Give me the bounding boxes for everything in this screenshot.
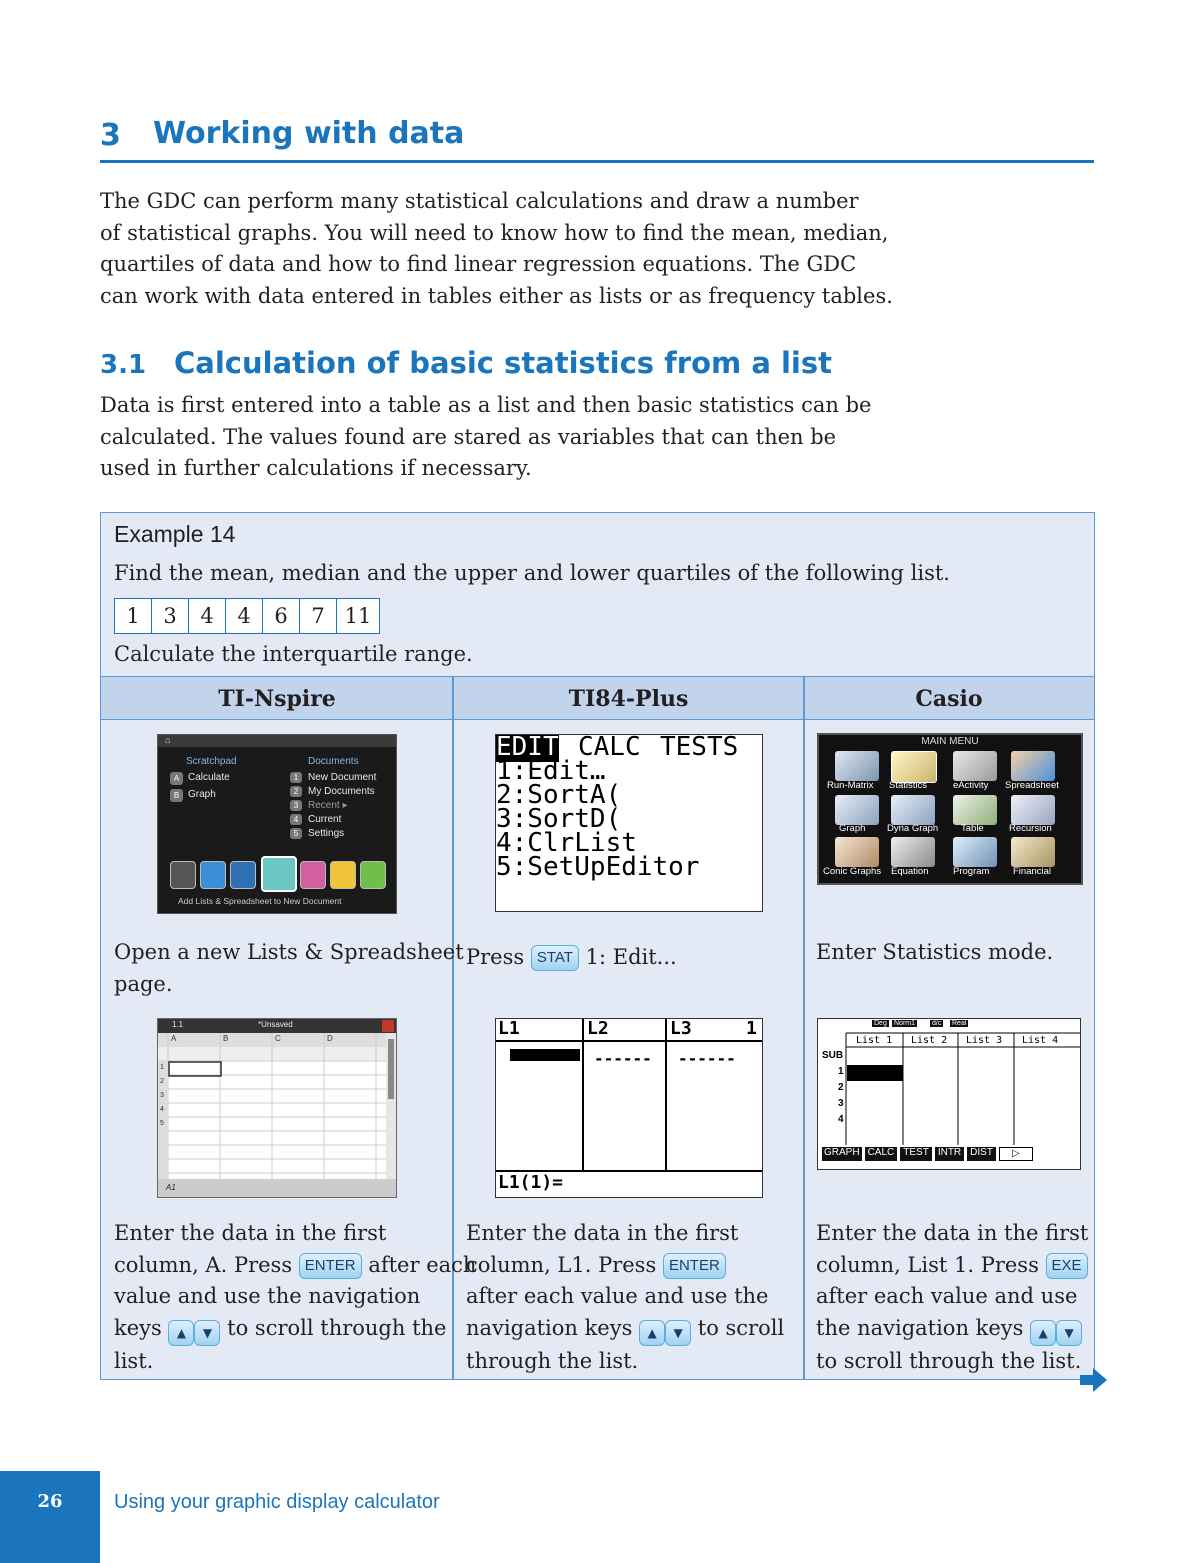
home-icon: ⌂: [165, 735, 171, 745]
casio-row-number: 4: [838, 1114, 844, 1125]
enter-key: ENTER: [663, 1253, 726, 1279]
column-heading-ti84: TI84-Plus: [568, 686, 689, 712]
graph-icon: [835, 795, 879, 825]
casio-list-header: List 3: [966, 1035, 1003, 1046]
casio-step1-caption: Enter Statistics mode.: [816, 940, 1054, 964]
caption-line: [466, 1250, 784, 1282]
caption-text: column, L1. Press: [466, 1252, 657, 1277]
vernier-app-icon: [360, 861, 386, 889]
doc-num: 1: [290, 772, 302, 783]
ti84-tab-edit: EDIT: [496, 734, 559, 762]
equation-icon: [891, 837, 935, 867]
ti84-tab-calc: CALC: [578, 734, 641, 762]
casio-status: d/c: [932, 1020, 942, 1027]
caption-line: page.: [114, 971, 173, 996]
column-heading-casio: Casio: [915, 686, 983, 712]
casio-menu-label: Equation: [891, 866, 929, 877]
lists-spreadsheet-app-icon: [261, 856, 297, 892]
intro-line: quartiles of data and how to find linear regression equations. The GDC: [100, 252, 857, 276]
data-list: [114, 598, 380, 634]
doc-item: New Document: [308, 772, 377, 783]
row-number: 3: [160, 1092, 164, 1099]
casio-fkey: TEST: [900, 1147, 932, 1161]
intro-line: of statistical graphs. You will need to know how to find the mean, median,: [100, 220, 889, 245]
exe-key: EXE: [1046, 1253, 1088, 1279]
column-letter: B: [223, 1034, 229, 1043]
list-number: 1: [746, 1018, 757, 1039]
doc-item: Current: [308, 814, 342, 825]
up-arrow-key-icon: ▲: [1030, 1320, 1056, 1346]
caption-line: Open a new Lists & Spreadsheet: [114, 940, 464, 964]
ti84-list-editor-screen: [495, 1018, 763, 1198]
ti84-list-grid: [496, 1019, 762, 1197]
casio-status: Deg: [874, 1020, 887, 1027]
row-number: 4: [160, 1106, 164, 1113]
row-number: 2: [160, 1078, 164, 1085]
casio-main-menu-screen: [817, 733, 1083, 885]
casio-menu-label: Recursion: [1009, 823, 1052, 834]
ti84-menu-item: 4:ClrList: [496, 828, 637, 858]
caption-text: to scroll: [697, 1315, 785, 1340]
list-header: L2: [587, 1018, 609, 1039]
casio-fkey: INTR: [935, 1147, 964, 1161]
casio-menu-label: Run-Matrix: [827, 780, 874, 791]
doc-item: My Documents: [308, 786, 375, 797]
caption-line: [816, 1313, 1088, 1346]
running-footer: Using your graphic display calculator: [114, 1491, 440, 1513]
caption-text: navigation keys: [466, 1315, 633, 1340]
ti84-tab-tests: TESTS: [660, 734, 739, 762]
ti84-step1-caption: [466, 942, 677, 974]
graph-key-icon: B: [170, 789, 183, 802]
caption-line: Enter the data in the first: [816, 1221, 1089, 1245]
chapter-title: Working with data: [153, 116, 465, 151]
caption-line: Enter the data in the first: [114, 1221, 387, 1245]
financial-icon: [1011, 837, 1055, 867]
up-arrow-key-icon: ▲: [168, 1320, 194, 1346]
casio-menu-label: Graph: [839, 823, 866, 834]
run-matrix-icon: [835, 751, 879, 781]
example-box: [100, 512, 1095, 1380]
data-stats-app-icon: [300, 861, 326, 889]
section-paragraph: [100, 390, 872, 485]
row-number: 1: [160, 1064, 164, 1071]
example-question: Find the mean, median and the upper and lower quartiles of the following list.: [114, 561, 950, 585]
caption-line: value and use the navigation: [114, 1284, 421, 1308]
section-line: used in further calculations if necessary.: [100, 456, 532, 480]
nspire-top-bar: [158, 735, 396, 747]
nspire-doc-title: *Unsaved: [258, 1020, 293, 1029]
section-number: 3.1: [100, 350, 147, 380]
caption-line: [114, 1313, 476, 1346]
casio-list-header: List 1: [856, 1035, 893, 1046]
enter-key: ENTER: [299, 1253, 362, 1279]
casio-menu-label: Conic Graphs: [823, 866, 882, 877]
casio-row-number: 2: [838, 1082, 844, 1093]
caption-text: 1: Edit...: [585, 945, 677, 969]
spreadsheet-grid: [158, 1019, 396, 1197]
recursion-icon: [1011, 795, 1055, 825]
chapter-number: 3: [100, 118, 121, 153]
nspire-entry-line: [158, 1179, 396, 1197]
section-line: calculated. The values found are stared as variables that can then be: [100, 424, 837, 449]
caption-line: after each value and use the: [466, 1284, 769, 1308]
spreadsheet-icon: [1011, 751, 1055, 781]
casio-fkey: GRAPH: [822, 1147, 862, 1161]
ti84-menu-item: 2:SortA(: [496, 780, 622, 810]
column-letter: D: [327, 1034, 333, 1043]
eactivity-icon: [953, 751, 997, 781]
casio-fkey: ▷: [999, 1147, 1033, 1161]
ti84-menu-item: 5:SetUpEditor: [496, 852, 700, 882]
empty-list-dashes: ------: [678, 1049, 736, 1068]
intro-line: The GDC can perform many statistical calculations and draw a number: [100, 189, 859, 213]
casio-menu-label: Spreadsheet: [1005, 780, 1059, 791]
casio-fkey: CALC: [865, 1147, 898, 1161]
page-number: 26: [37, 1491, 63, 1512]
cell-reference: A1: [166, 1183, 176, 1192]
caption-text: Press: [466, 945, 525, 969]
calculator-app-icon: [170, 861, 196, 889]
doc-num: 4: [290, 814, 302, 825]
casio-row-number: 1: [838, 1066, 844, 1077]
caption-text: column, List 1. Press: [816, 1252, 1039, 1277]
stat-key: STAT: [531, 945, 579, 971]
caption-text: to scroll through the: [227, 1315, 447, 1340]
page-number-tab: [0, 1471, 100, 1563]
list-header: L3: [670, 1018, 692, 1039]
scratchpad-label: Scratchpad: [186, 756, 237, 767]
dyna-graph-icon: [891, 795, 935, 825]
caption-text: the navigation keys: [816, 1315, 1024, 1340]
list-header: L1: [498, 1018, 520, 1039]
caption-line: Enter the data in the first: [466, 1221, 739, 1245]
example-title: Example 14: [114, 521, 236, 547]
data-cell: 11: [344, 604, 372, 628]
continue-arrow-icon: [1080, 1368, 1108, 1392]
casio-menu-label: Financial: [1013, 866, 1052, 877]
caption-line: [466, 1313, 784, 1346]
table-icon: [953, 795, 997, 825]
data-cell: 1: [115, 599, 152, 633]
caption-text: keys: [114, 1315, 162, 1340]
notes-app-icon: [330, 861, 356, 889]
documents-label: Documents: [308, 756, 359, 767]
calculator-header-row: [101, 676, 1094, 720]
nspire-home-screen: [157, 734, 397, 914]
graphs-app-icon: [200, 861, 226, 889]
casio-menu-label: eActivity: [953, 780, 989, 791]
nspire-spreadsheet-screen: [157, 1018, 397, 1198]
ti84-entry-line: L1(1)=: [498, 1172, 564, 1193]
calculate-key-icon: A: [170, 772, 183, 785]
doc-item: Recent ▸: [308, 800, 348, 811]
row-number: 5: [160, 1120, 164, 1127]
casio-menu-label: Dyna Graph: [887, 823, 939, 834]
casio-menu-label: Program: [953, 866, 990, 877]
casio-fkey: DIST: [967, 1147, 996, 1161]
doc-num: 2: [290, 786, 302, 797]
casio-function-menu: [822, 1147, 1033, 1161]
ti84-menu-item: 1:Edit…: [496, 756, 606, 786]
caption-line: [114, 1250, 476, 1282]
caption-line: after each value and use: [816, 1284, 1078, 1308]
down-arrow-key-icon: ▼: [665, 1320, 691, 1346]
caption-text: after each: [368, 1252, 477, 1277]
column-heading-nspire: TI-Nspire: [218, 686, 336, 712]
intro-paragraph: [100, 186, 893, 312]
data-cell: 4: [189, 599, 226, 633]
example-task: Calculate the interquartile range.: [114, 642, 473, 666]
caption-line: [816, 1250, 1088, 1282]
statistics-icon: [891, 751, 937, 783]
data-cell: 3: [152, 599, 189, 633]
caption-line: to scroll through the list.: [816, 1348, 1082, 1373]
section-title: Calculation of basic statistics from a list: [174, 346, 832, 380]
data-cell: 4: [226, 599, 263, 633]
down-arrow-key-icon: ▼: [1056, 1320, 1082, 1346]
column-letter: C: [275, 1034, 281, 1043]
caption-line: list.: [114, 1348, 154, 1373]
casio-sub-label: SUB: [822, 1050, 844, 1061]
section-line: Data is first entered into a table as a list and then basic statistics can be: [100, 393, 872, 417]
casio-list-header: List 2: [911, 1035, 948, 1046]
chapter-heading: [100, 112, 1094, 163]
nspire-step1-caption: [114, 937, 464, 1000]
program-icon: [953, 837, 997, 867]
empty-list-dashes: ------: [594, 1049, 652, 1068]
casio-row-number: 3: [838, 1098, 844, 1109]
up-arrow-key-icon: ▲: [639, 1320, 665, 1346]
casio-status: Real: [952, 1020, 967, 1027]
casio-menu-label: Statistics: [889, 780, 928, 791]
data-cell: 6: [263, 599, 300, 633]
nspire-status-text: Add Lists & Spreadsheet to New Document: [178, 896, 342, 906]
caption-line: through the list.: [466, 1348, 639, 1373]
conic-graphs-icon: [835, 837, 879, 867]
nspire-step2-caption: [114, 1218, 476, 1377]
data-cell: 7: [300, 599, 337, 633]
casio-list-editor-screen: [817, 1018, 1081, 1170]
casio-menu-label: Table: [961, 823, 984, 834]
ti84-menu-item: 3:SortD(: [496, 804, 622, 834]
graph-label: Graph: [188, 789, 216, 800]
intro-line: can work with data entered in tables either as lists or as frequency tables.: [100, 283, 893, 308]
caption-text: column, A. Press: [114, 1252, 293, 1277]
casio-menu-title: MAIN MENU: [921, 736, 979, 747]
geometry-app-icon: [230, 861, 256, 889]
doc-num: 3: [290, 800, 302, 811]
doc-item: Settings: [308, 828, 345, 839]
casio-status: Norm1: [894, 1020, 916, 1027]
column-divider: [803, 676, 805, 1379]
casio-step2-caption: [816, 1218, 1088, 1377]
nspire-page-tab: 1.1: [172, 1020, 184, 1029]
ti84-stat-menu-screen: [495, 734, 763, 912]
casio-list-header: List 4: [1022, 1035, 1059, 1046]
column-letter: A: [171, 1034, 177, 1043]
calculate-label: Calculate: [188, 772, 230, 783]
doc-num: 5: [290, 828, 302, 839]
down-arrow-key-icon: ▼: [194, 1320, 220, 1346]
ti84-step2-caption: [466, 1218, 784, 1377]
